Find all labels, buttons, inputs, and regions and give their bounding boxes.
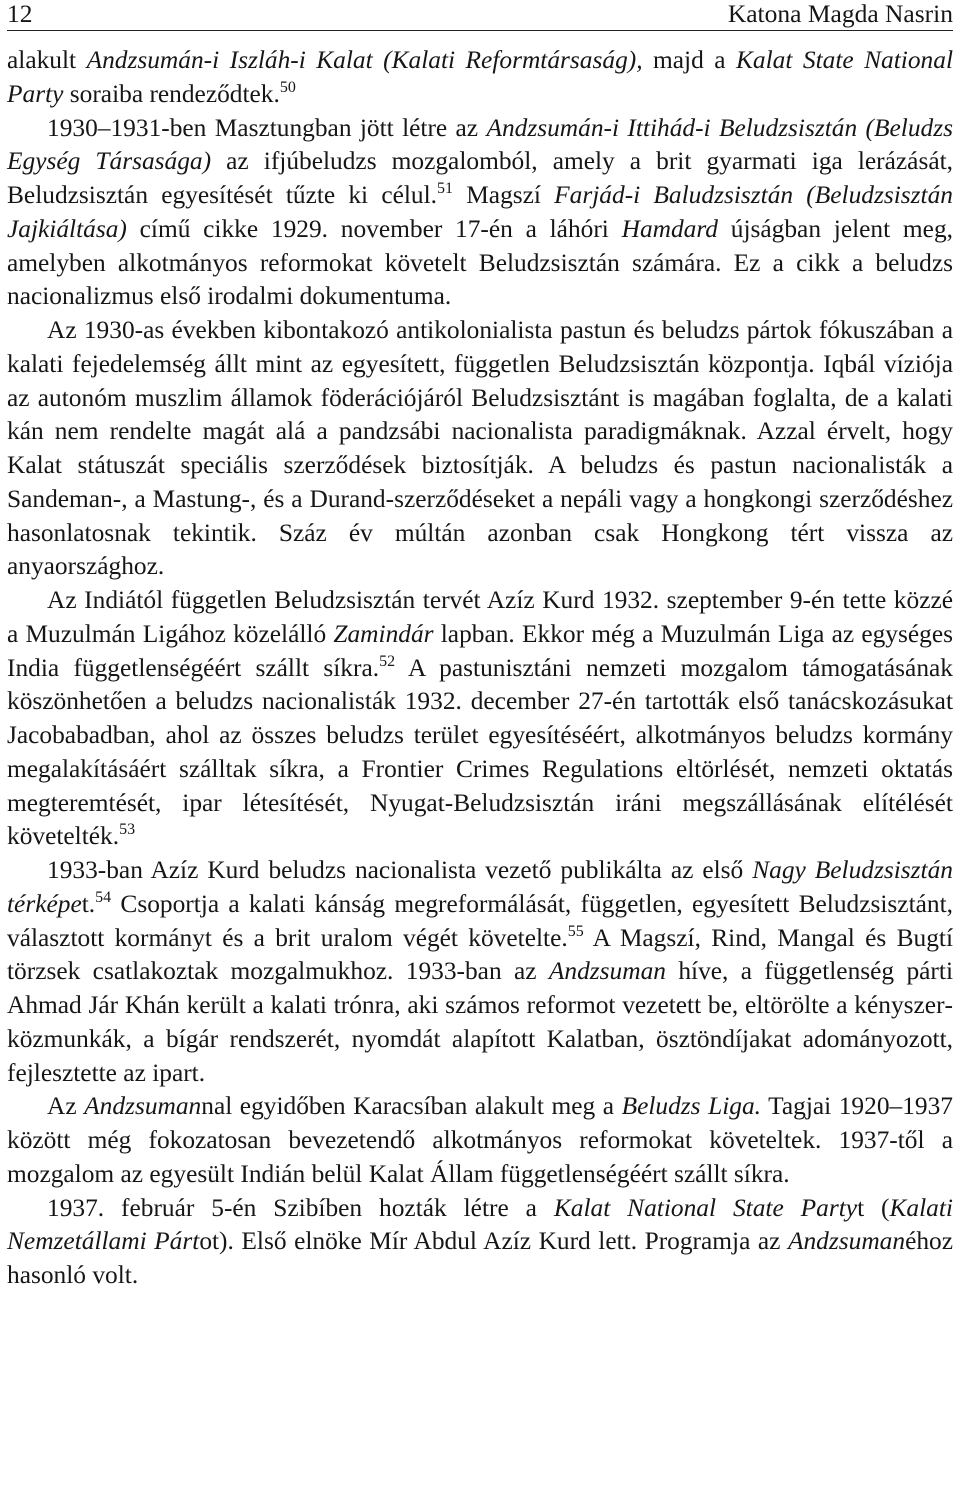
text-run: Az [47,1092,85,1121]
footnote-ref: 52 [379,652,396,670]
paragraph-4 [7,584,953,854]
text-run: ot). Első elnöke Mír Abdul Azíz Kurd lett. Programja az [199,1227,788,1256]
text-run: alakult [7,46,87,74]
text-run: Az 1930-as években kibontakozó antikolonialista pastun és beludzs pártok fókuszában a kalati fejedelemség állt mint az egyesített, független Beludzsisztán központja. Iqbál víziója az autonóm muszlim államok föderációjáról Beludzsisztánt is magában foglalta, de a kalati kán nem rendelte magát alá a pandzsábi nacionalista paradigmáknak. Azzal érvelt, hogy Kalat státuszát speciális szerződések biztosítják. A beludzs és pastun nacionalisták a Sandeman-, a Mastung-, és a Durand-szerződéseket a nepáli vagy a hongkongi szerződéshez hasonlatosnak tekintik. Száz év múltán azonban csak Hongkong tért vissza az anyaországhoz. [7,316,953,581]
text-run: t ( [857,1193,890,1222]
footnote-ref: 51 [437,180,454,197]
text-run: 1933-ban Azíz Kurd beludzs nacionalista vezető publikálta az első [47,856,753,884]
text-run: Csoportja a kalati kánság megreformálását, független, egyesített Beludzsisztánt, választott kormányt és a brit uralom végét követelte. [7,889,953,952]
text-run: lapban. Ekkor még a Muzulmán Liga az egységes India függetlenségéért szállt síkra. [7,619,953,682]
footnote-ref: 50 [279,78,296,96]
text-run: nal egyidőben Karacsíban alakult meg a [201,1092,622,1121]
italic-text: Hamdard [621,214,719,243]
italic-text: Beludzs Liga. [621,1092,762,1121]
text-run: című cikke 1929. november 17-én a láhóri [126,214,622,243]
italic-text: Andzsuman [787,1227,906,1256]
italic-text: Kalat National State Party [553,1193,858,1222]
italic-text: Andzsuman [84,1092,202,1121]
text-run: A Magszí, Rind, Mangal és Bugtí törzsek csatlakoztak mozgalmukhoz. 1933-ban az [7,923,954,986]
text-run: t. [81,889,96,918]
paragraph-6 [7,1090,953,1191]
footnote-ref: 55 [567,922,584,940]
text-run: Az Indiától független Beludzsisztán tervét Azíz Kurd 1932. szeptember 9-én tette közzé a Muzulmán Ligához közelálló [7,586,953,648]
text-run: Tagjai 1920–1937 között még fokozatosan bevezetendő alkotmányos reformokat követeltek. 1937-től a mozgalom az egyesült Indián belül Kalat Állam függetlenségéért szállt síkra. [7,1092,953,1188]
book-page [7,0,953,1293]
text-run: soraiba rendeződtek. [63,79,280,108]
paragraph-1 [7,44,953,112]
body-text [7,44,953,1293]
running-head [7,0,953,31]
text-run: híve, a függetlenség párti Ahmad Jár Khán került a kalati trónra, aki számos reformot vezetett be, eltörölte a kényszerközmunkák, a bígár rendszerét, nyomdát alapított Kalatban, ösztöndíjakat adományozott, fejlesztette az ipart. [7,957,953,1087]
italic-text: Farjád-i Baludzsisztán (Beludzsisztán Jajkiáltása) [7,181,953,243]
footnote-ref: 53 [119,821,136,839]
text-run: A pastunisztáni nemzeti mozgalom támogatásának köszönhetően a beludzs nacionalisták 1932. december 27-én tartották első tanácskozásukat Jacobabadban, ahol az összes beludzs terület egyesítéséért, alkotmányos beludzs kormány megalakításáért szálltak síkra, a Frontier Crimes Regulations eltörlését, nemzeti oktatás megteremtését, ipar létesítését, Nyugat-Beludzsisztán iráni megszállásának elítélését követelték. [7,653,953,851]
text-run: majd a [642,46,736,74]
footnote-ref: 54 [95,888,112,906]
paragraph-7 [7,1192,953,1293]
running-head-author: Katona Magda Nasrin [727,0,953,28]
paragraph-5 [7,854,953,1090]
text-run: újságban jelent meg, amelyben alkotmányos reformokat követelt Beludzsisztán számára. Ez a cikk a beludzs nacionalizmus első irodalmi dokumentuma. [7,214,953,311]
text-run: 1937. február 5-én Szibíben hozták létre a [47,1193,554,1222]
page-number: 12 [7,0,33,28]
text-run: az ifjúbeludzs mozgalomból, amely a brit gyarmati iga lerázását, Beludzsisztán egyesítését tűzte ki célul. [7,147,953,209]
text-run: 1930–1931-ben Masztungban jött létre az [47,113,487,142]
italic-text: Kalat State National Party [7,46,953,108]
text-run: éhoz hasonló volt. [7,1227,953,1289]
paragraph-3 [7,314,953,584]
italic-text: Andzsumán-i Iszláh-i Kalat (Kalati Reformtársaság), [86,46,643,74]
italic-text: Andzsuman [548,957,666,986]
italic-text: Zamindár [333,619,434,648]
italic-text: Nagy Beludzsisztán térképe [7,856,953,918]
text-run: Magszí [453,181,555,209]
italic-text: Andzsumán-i Ittihád-i Beludzsisztán (Beludzs Egység Társasága) [7,113,953,176]
italic-text: Kalati Nemzetállami Párt [7,1193,953,1256]
paragraph-2 [7,112,953,315]
